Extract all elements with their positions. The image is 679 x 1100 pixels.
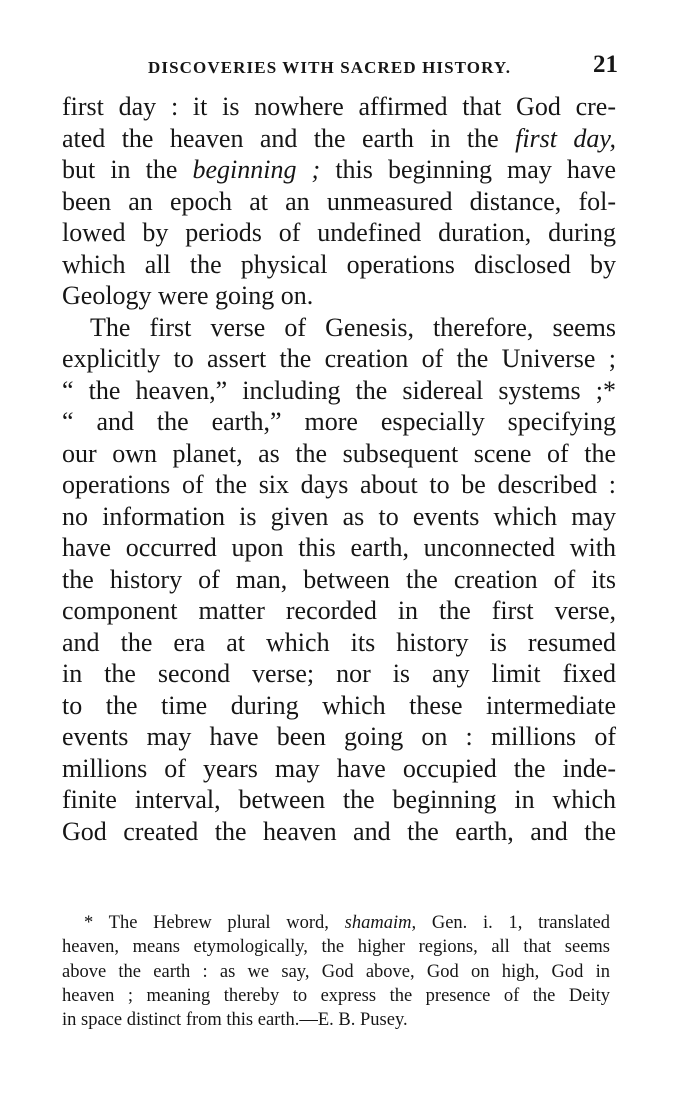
body-line: but in the beginning ; this beginning may have bbox=[62, 155, 616, 184]
body-text bbox=[62, 91, 616, 847]
body-line: “ the heaven,” including the sidereal systems ;* bbox=[62, 375, 616, 405]
footnote-line: heaven, means etymologically, the higher regions, all that seems bbox=[62, 937, 610, 958]
body-line: to the time during which these intermediate bbox=[62, 690, 616, 720]
footnote-line: above the earth : as we say, God above, God on high, God in bbox=[62, 961, 610, 982]
body-line: operations of the six days about to be described : bbox=[62, 470, 616, 499]
running-title: DISCOVERIES WITH SACRED HISTORY. bbox=[148, 58, 512, 77]
body-line: lowed by periods of undefined duration, during bbox=[62, 218, 616, 247]
body-line: Geology were going on. bbox=[62, 281, 314, 310]
body-line: explicitly to assert the creation of the Universe ; bbox=[62, 344, 616, 373]
body-line: The first verse of Genesis, therefore, seems bbox=[90, 312, 616, 342]
body-line: millions of years may have occupied the inde- bbox=[62, 753, 616, 783]
body-line: have occurred upon this earth, unconnected with bbox=[62, 533, 616, 562]
footnote bbox=[62, 911, 610, 1032]
footnote-line: in space distinct from this earth.—E. B. Pusey. bbox=[62, 1010, 408, 1031]
body-line: ated the heaven and the earth in the first day, bbox=[62, 123, 616, 153]
page-number: 21 bbox=[593, 51, 618, 78]
body-line: God created the heaven and the earth, and the bbox=[62, 816, 616, 846]
body-line: and the era at which its history is resumed bbox=[62, 627, 616, 657]
footnote-line: * The Hebrew plural word, shamaim, Gen. i. 1, translated bbox=[84, 913, 611, 933]
running-head bbox=[148, 51, 618, 84]
body-line: finite interval, between the beginning in which bbox=[62, 785, 616, 814]
body-line: component matter recorded in the first verse, bbox=[62, 596, 616, 625]
body-line: our own planet, as the subsequent scene of the bbox=[62, 438, 616, 468]
body-line: “ and the earth,” more especially specifying bbox=[62, 407, 616, 436]
footnote-line: heaven ; meaning thereby to express the presence of the Deity bbox=[62, 985, 610, 1006]
body-line: first day : it is nowhere affirmed that God cre- bbox=[62, 92, 616, 121]
body-line: in the second verse; nor is any limit fixed bbox=[62, 659, 616, 688]
body-line: the history of man, between the creation of its bbox=[62, 564, 616, 594]
body-line: events may have been going on : millions of bbox=[62, 722, 616, 751]
body-line: which all the physical operations disclosed by bbox=[62, 249, 616, 279]
body-line: been an epoch at an unmeasured distance, fol- bbox=[62, 186, 616, 216]
body-line: no information is given as to events which may bbox=[62, 501, 616, 531]
